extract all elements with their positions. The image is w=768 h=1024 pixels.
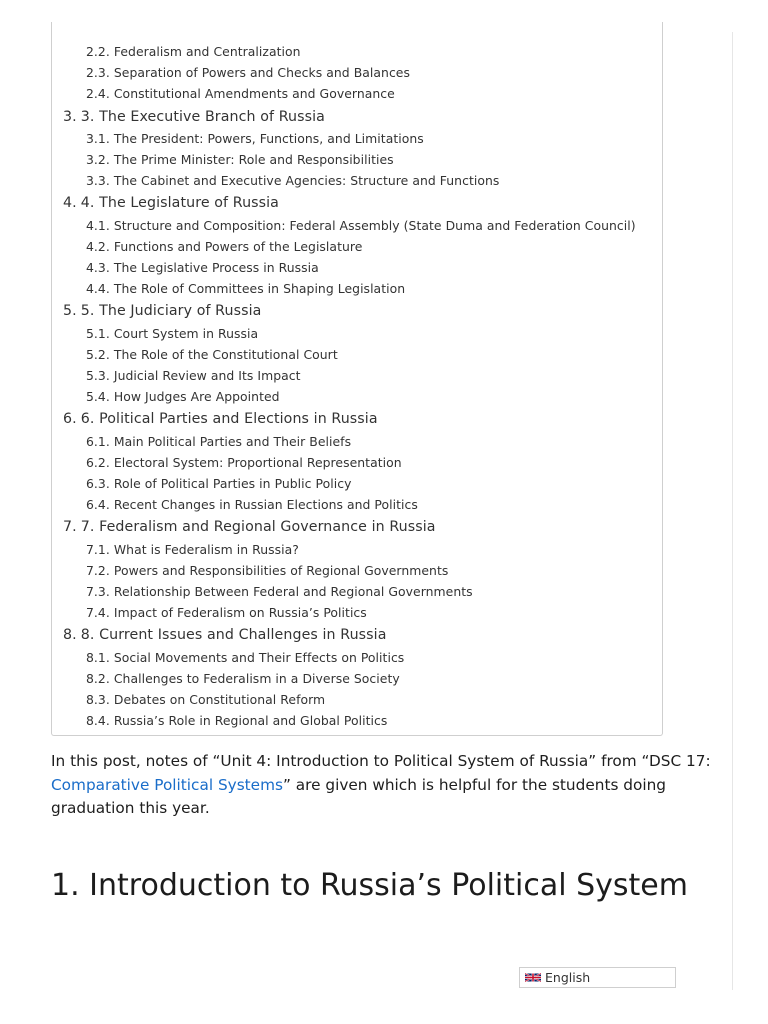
language-switcher[interactable] bbox=[519, 967, 676, 988]
toc-item-label: 6. Political Parties and Elections in Russia bbox=[80, 411, 378, 428]
toc-item-number: 5.2. bbox=[86, 346, 110, 362]
toc-item-number: 8.1. bbox=[86, 649, 110, 665]
toc-item-label: 3. The Executive Branch of Russia bbox=[80, 108, 325, 125]
toc-subsection-item[interactable] bbox=[86, 65, 410, 80]
toc-section-item[interactable] bbox=[63, 411, 378, 427]
toc-item-label: Powers and Responsibilities of Regional Governments bbox=[113, 562, 449, 578]
toc-item-label: Social Movements and Their Effects on Politics bbox=[113, 649, 405, 665]
toc-item-number: 2.4. bbox=[86, 86, 110, 102]
toc-item-label: Separation of Powers and Checks and Balances bbox=[113, 65, 410, 81]
toc-item-number: 5.1. bbox=[86, 325, 110, 341]
toc-item-number: 5.3. bbox=[86, 368, 110, 383]
toc-item-number: 7.2. bbox=[86, 562, 110, 578]
toc-subsection-item[interactable] bbox=[86, 713, 387, 728]
toc-section-item[interactable] bbox=[63, 519, 436, 535]
toc-item-number: 4. bbox=[63, 195, 77, 212]
toc-subsection-item[interactable] bbox=[86, 347, 338, 362]
toc-item-label: 5. The Judiciary of Russia bbox=[80, 303, 262, 320]
toc-item-label: Russia’s Role in Regional and Global Politics bbox=[113, 713, 388, 729]
toc-item-number: 2.3. bbox=[86, 65, 110, 81]
comparative-political-systems-link[interactable]: Comparative Political Systems bbox=[51, 775, 283, 794]
toc-item-label: The Legislative Process in Russia bbox=[113, 260, 319, 275]
toc-section-item[interactable] bbox=[63, 109, 325, 125]
toc-section-item[interactable] bbox=[63, 303, 261, 319]
toc-item-label: Challenges to Federalism in a Diverse Society bbox=[113, 670, 400, 686]
toc-item-label: Impact of Federalism on Russia’s Politics bbox=[113, 605, 367, 621]
toc-subsection-item[interactable] bbox=[86, 281, 405, 296]
toc-item-label: Electoral System: Proportional Representation bbox=[113, 454, 402, 470]
uk-flag-icon bbox=[525, 972, 541, 983]
section-heading: 1. Introduction to Russia’s Political System bbox=[51, 868, 688, 903]
toc-subsection-item[interactable] bbox=[86, 86, 395, 101]
toc-item-number: 4.2. bbox=[86, 238, 110, 254]
toc-item-label: What is Federalism in Russia? bbox=[113, 541, 299, 557]
toc-item-label: Federalism and Centralization bbox=[113, 44, 301, 59]
toc-subsection-item[interactable] bbox=[86, 650, 404, 665]
toc-subsection-item[interactable] bbox=[86, 44, 301, 59]
toc-item-number: 5. bbox=[63, 303, 77, 320]
toc-item-number: 6. bbox=[63, 411, 77, 428]
toc-subsection-item[interactable] bbox=[86, 605, 367, 620]
toc-item-number: 7.4. bbox=[86, 605, 110, 621]
toc-subsection-item[interactable] bbox=[86, 173, 499, 188]
toc-item-number: 6.4. bbox=[86, 497, 110, 513]
toc-subsection-item[interactable] bbox=[86, 389, 280, 404]
toc-item-number: 6.3. bbox=[86, 476, 110, 491]
toc-item-label: Court System in Russia bbox=[113, 325, 259, 341]
toc-subsection-item[interactable] bbox=[86, 455, 402, 470]
toc-item-label: The Prime Minister: Role and Responsibilities bbox=[113, 152, 394, 167]
toc-subsection-item[interactable] bbox=[86, 326, 258, 341]
toc-item-number: 8.2. bbox=[86, 670, 110, 686]
toc-item-number: 8.4. bbox=[86, 713, 110, 729]
toc-item-number: 8. bbox=[63, 627, 77, 644]
toc-item-label: 7. Federalism and Regional Governance in Russia bbox=[80, 519, 436, 536]
toc-item-number: 7.3. bbox=[86, 584, 110, 599]
toc-item-label: The President: Powers, Functions, and Limitations bbox=[113, 130, 424, 146]
toc-item-number: 7.1. bbox=[86, 541, 110, 557]
toc-item-number: 3.3. bbox=[86, 173, 110, 189]
toc-item-label: Structure and Composition: Federal Assembly (State Duma and Federation Council) bbox=[113, 217, 636, 233]
toc-item-number: 4.4. bbox=[86, 281, 110, 297]
toc-subsection-item[interactable] bbox=[86, 476, 351, 491]
toc-subsection-item[interactable] bbox=[86, 218, 636, 233]
toc-item-number: 6.2. bbox=[86, 454, 110, 470]
toc-item-label: Debates on Constitutional Reform bbox=[113, 692, 326, 707]
toc-subsection-item[interactable] bbox=[86, 434, 351, 449]
toc-subsection-item[interactable] bbox=[86, 152, 394, 167]
intro-text-before: In this post, notes of “Unit 4: Introduction to Political System of Russia” from “DSC 17: bbox=[51, 752, 711, 770]
toc-item-label: The Cabinet and Executive Agencies: Structure and Functions bbox=[113, 173, 500, 189]
toc-section-item[interactable] bbox=[63, 627, 387, 643]
table-of-contents bbox=[51, 22, 663, 736]
toc-item-label: How Judges Are Appointed bbox=[113, 389, 280, 405]
toc-item-label: The Role of Committees in Shaping Legislation bbox=[113, 281, 406, 297]
toc-subsection-item[interactable] bbox=[86, 671, 400, 686]
toc-item-number: 4.1. bbox=[86, 217, 110, 233]
language-label: English bbox=[545, 970, 591, 985]
content-right-divider bbox=[732, 32, 733, 990]
toc-subsection-item[interactable] bbox=[86, 563, 448, 578]
toc-subsection-item[interactable] bbox=[86, 542, 299, 557]
toc-item-number: 3.2. bbox=[86, 152, 110, 167]
toc-item-number: 7. bbox=[63, 519, 77, 536]
toc-item-label: Judicial Review and Its Impact bbox=[113, 368, 301, 383]
toc-item-label: Main Political Parties and Their Beliefs bbox=[113, 433, 352, 449]
toc-item-number: 5.4. bbox=[86, 389, 110, 405]
toc-subsection-item[interactable] bbox=[86, 131, 424, 146]
toc-item-number: 3.1. bbox=[86, 130, 110, 146]
toc-item-number: 6.1. bbox=[86, 433, 110, 449]
toc-section-item[interactable] bbox=[63, 195, 279, 211]
toc-item-label: The Role of the Constitutional Court bbox=[113, 346, 338, 362]
toc-item-number: 2.2. bbox=[86, 44, 110, 59]
toc-item-label: Relationship Between Federal and Regional Governments bbox=[113, 584, 473, 599]
intro-paragraph bbox=[51, 750, 716, 821]
intro-text-after: ” are given which is helpful for the students doing graduation this year. bbox=[51, 775, 666, 817]
toc-subsection-item[interactable] bbox=[86, 692, 325, 707]
toc-item-label: 4. The Legislature of Russia bbox=[80, 195, 279, 212]
toc-item-number: 4.3. bbox=[86, 260, 110, 275]
toc-item-label: Role of Political Parties in Public Policy bbox=[113, 476, 352, 491]
toc-item-number: 3. bbox=[63, 108, 77, 125]
toc-subsection-item[interactable] bbox=[86, 584, 473, 599]
toc-subsection-item[interactable] bbox=[86, 497, 418, 512]
toc-item-label: Functions and Powers of the Legislature bbox=[113, 238, 363, 254]
toc-item-label: Constitutional Amendments and Governance bbox=[113, 86, 395, 102]
toc-subsection-item[interactable] bbox=[86, 260, 319, 275]
toc-subsection-item[interactable] bbox=[86, 368, 301, 383]
toc-item-number: 8.3. bbox=[86, 692, 110, 707]
toc-subsection-item[interactable] bbox=[86, 239, 362, 254]
toc-item-label: Recent Changes in Russian Elections and Politics bbox=[113, 497, 418, 513]
toc-item-label: 8. Current Issues and Challenges in Russia bbox=[80, 627, 387, 644]
